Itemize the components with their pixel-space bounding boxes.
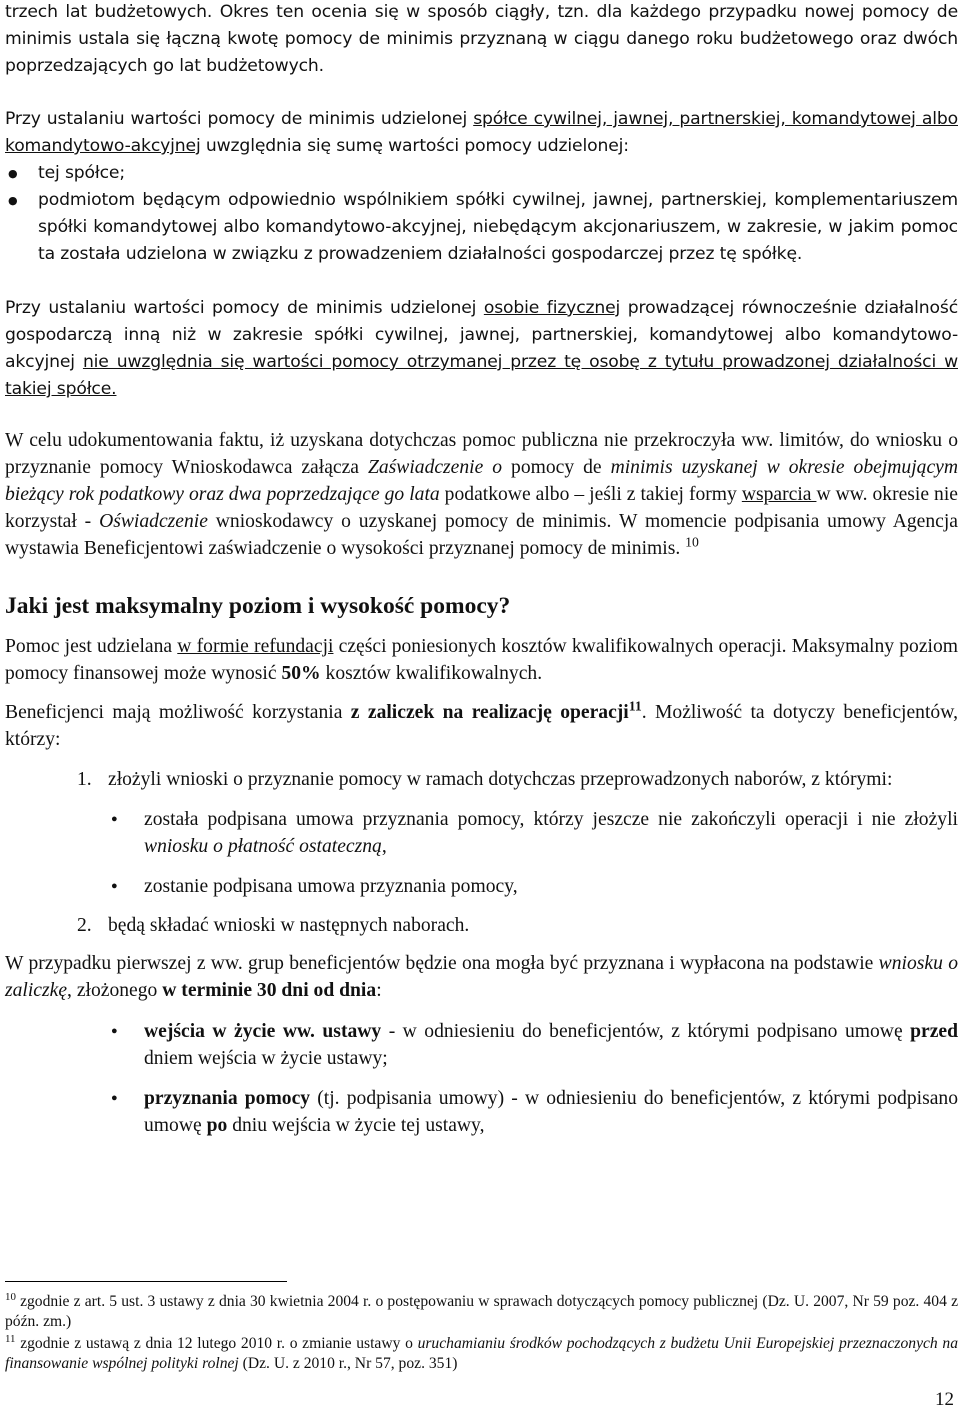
numbered-list: [5, 766, 958, 939]
poziom-paragraph: Pomoc jest udzielana w formie refundacji części poniesionych kosztów kwalifikowalnych operacji. Maksymalny poziom pomocy finansowej może wynosić 50% kosztów kwalifikowalnych.: [5, 636, 959, 684]
numbered-item: 1. złożyli wnioski o przyznanie pomocy w ramach dotychczas przeprowadzonych naborów, z którymi: ● została podpisana umowa przyznania pomocy, którzy jeszcze nie zakończyli operacji i nie złożyli wniosku o płatność ostateczną, ● zostanie podpisana umowa przyznania pomocy,: [5, 766, 958, 900]
item-number: 1.: [77, 769, 92, 790]
footnote: $^{10}$ zgodnie z art. 5 ust. 3 ustawy z dnia 30 kwietnia 2004 r. o postępowaniu w sprawach dotyczących pomocy publicznej (Dz. U. 2007, Nr 59 poz. 404 z późn. zm.): [5, 1290, 958, 1330]
section-heading: Jaki jest maksymalny poziom i wysokość pomocy?: [5, 593, 511, 619]
intro-text: trzech lat budżetowych. Okres ten ocenia się w sposób ciągły, tzn. dla każdego przypadku nowej pomocy de minimis ustala się łączną kwotę pomocy de minimis przyznaną w ciągu danego roku budżetowego oraz dwóch poprzedzających go lat budżetowych.: [5, 2, 958, 76]
list-item: ● tej spółce;: [5, 160, 958, 187]
udokumentowanie-paragraph: W celu udokumentowania faktu, iż uzyskana dotychczas pomoc publiczna nie przekroczyła ww. limitów, do wniosku o przyznanie pomocy Wnioskodawca załącza Zaświadczenie o pomocy de minimis uzyskanej w okresie obejmującym bieżący rok podatkowy oraz dwa poprzedzające go lata podatkowe albo – jeśli z takiej formy wsparcia w ww. okresie nie korzystał - Oświadczenie wnioskodawcy o uzyskanej pomocy de minimis. W momencie podpisania umowy Agencja wystawia Beneficjentowi zaświadczenie o wysokości przyznanej pomocy de minimis. $^{10}$: [5, 430, 958, 559]
terms-bullet-list: [5, 1018, 958, 1139]
list-item: ● podmiotom będącym odpowiednio wspólnikiem spółki cywilnej, jawnej, partnerskiej, komplementariuszem spółki komandytowej albo komandytowo-akcyjnej, niebędącym akcjonariuszem, w zakresie, w jakim pomoc ta została udzielona w związku z prowadzeniem działalności gospodarczej przez tę spółkę.: [5, 187, 958, 268]
spolki-bullet-list: [5, 160, 958, 268]
intro-paragraph: [5, 0, 958, 80]
footnote: $^{11}$ zgodnie z ustawą z dnia 12 lutego 2010 r. o zmianie ustawy o uruchamianiu środków pochodzących z budżetu Unii Europejskiej przeznaczonych na finansowanie wspólnej polityki rolnej (Dz. U. z 2010 r., Nr 57, poz. 351): [5, 1332, 959, 1372]
numbered-item: 2. będą składać wnioski w następnych naborach.: [5, 912, 958, 939]
footnote-ref[interactable]: 11: [628, 698, 642, 714]
list-item: ● przyznania pomocy (tj. podpisania umowy) - w odniesieniu do beneficjentów, z którymi podpisano umowę po dniu wejścia w życie tej ustawy,: [5, 1085, 958, 1139]
footnotes: [5, 1292, 958, 1374]
page-number: 12: [935, 1389, 954, 1410]
list-item: ● została podpisana umowa przyznania pomocy, którzy jeszcze nie zakończyli operacji i nie złożyli wniosku o płatność ostateczną,: [5, 806, 958, 860]
osoba-paragraph: Przy ustalaniu wartości pomocy de minimis udzielonej osobie fizycznej prowadzącej równocześnie działalność gospodarczą inną niż w zakresie spółki cywilnej, jawnej, partnerskiej, komandytowej albo komandytowo-akcyjnej nie uwzględnia się wartości pomocy otrzymanej przez tę osobę z tytułu prowadzonej działalności w takiej spółce.: [5, 298, 958, 399]
zaliczki-paragraph: Beneficjenci mają możliwość korzystania z zaliczek na realizację operacji$^{11}$. Możliwość ta dotyczy beneficjentów, którzy:: [5, 698, 958, 750]
section-spolki: [5, 106, 958, 268]
sub-bullet-list: [5, 806, 958, 900]
footnote-ref[interactable]: 10: [685, 534, 699, 550]
underlined-spolki: spółce cywilnej, jawnej, partnerskiej, komandytowej albo komandytowo-akcyjnej: [5, 109, 958, 156]
item-number: 2.: [77, 915, 92, 936]
przypadek-paragraph: W przypadku pierwszej z ww. grup beneficjentów będzie ona mogła być przyznana i wypłacona na podstawie wniosku o zaliczkę, złożonego w terminie 30 dni od dnia:: [5, 953, 958, 1001]
list-item: ● wejścia w życie ww. ustawy - w odniesieniu do beneficjentów, z którymi podpisano umowę przed dniem wejścia w życie ustawy;: [5, 1018, 958, 1072]
document-page: [5, 0, 958, 1139]
footnote-separator: [5, 1281, 287, 1282]
list-item: ● zostanie podpisana umowa przyznania pomocy,: [5, 873, 958, 900]
spolki-paragraph: Przy ustalaniu wartości pomocy de minimis udzielonej spółce cywilnej, jawnej, partnerskiej, komandytowej albo komandytowo-akcyjnej uwzględnia się sumę wartości pomocy udzielonej:: [5, 109, 958, 156]
